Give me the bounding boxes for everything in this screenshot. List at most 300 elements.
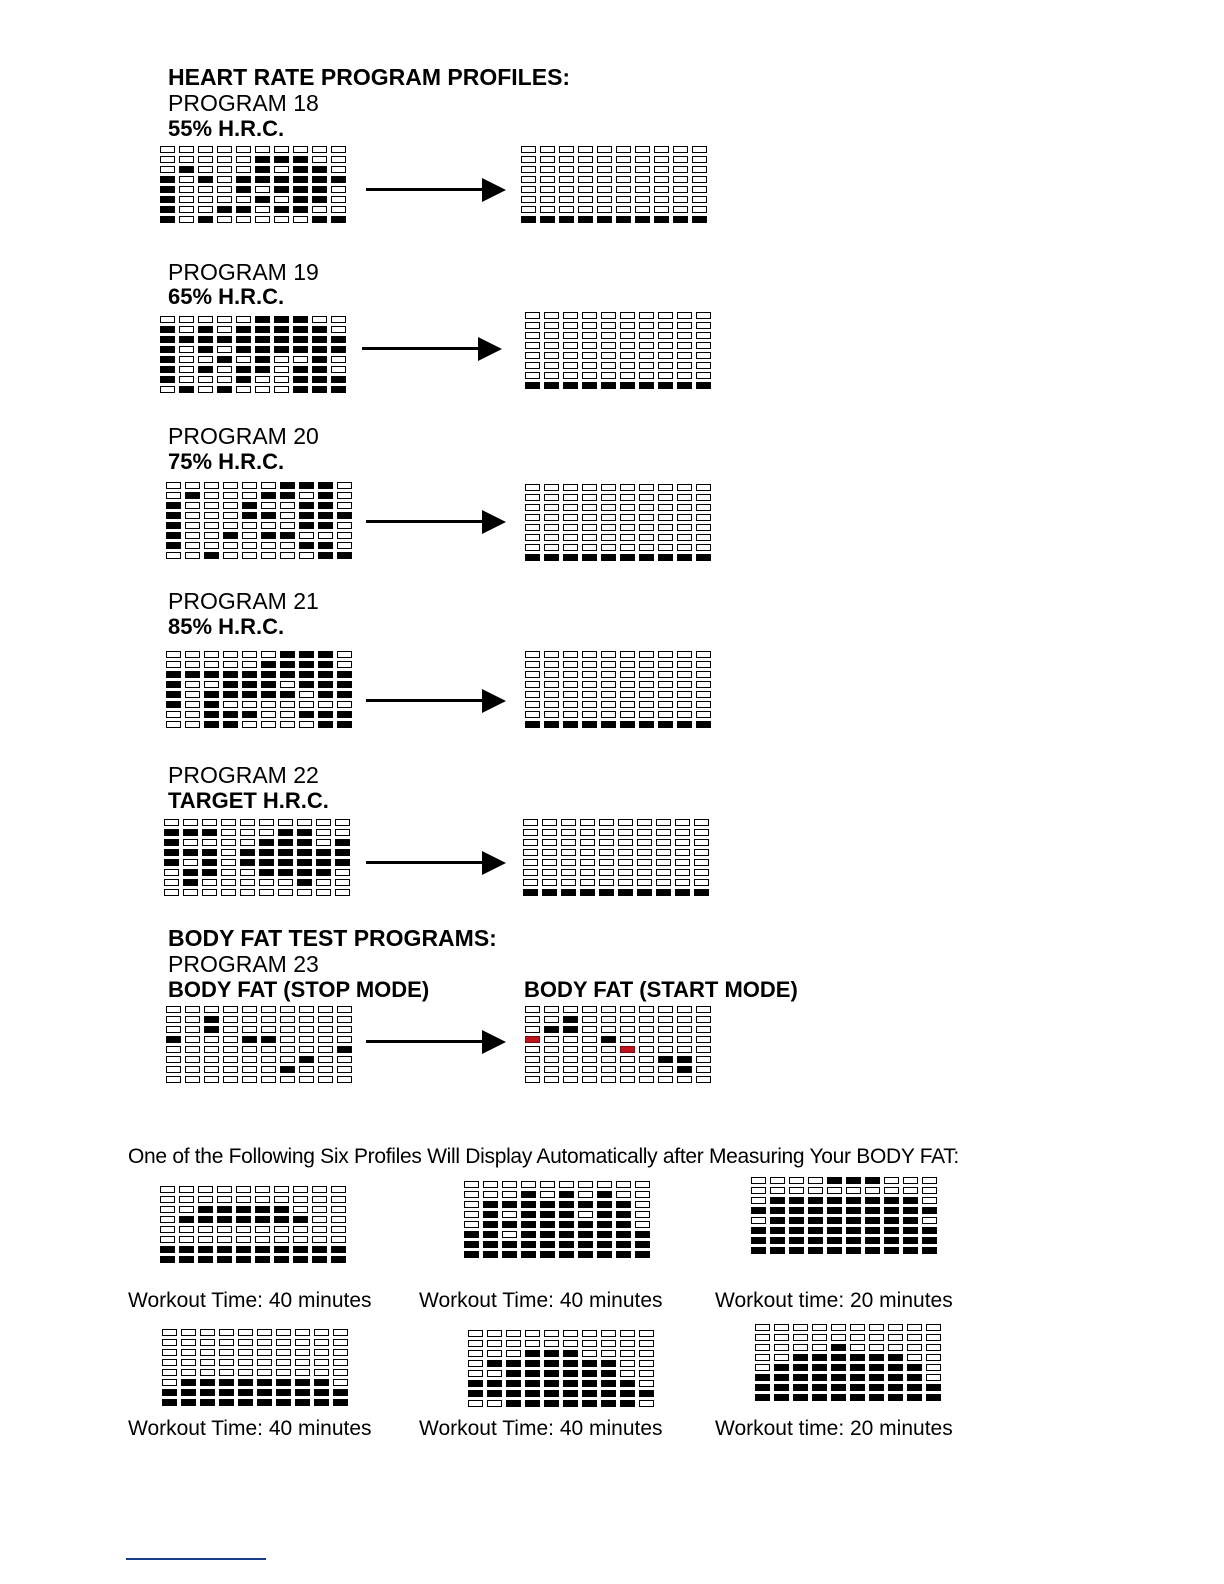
led-segment [696,1026,711,1033]
led-segment [696,504,711,511]
led-segment [198,186,213,193]
led-segment [789,1177,804,1184]
led-segment [312,366,327,373]
led-segment [166,1006,181,1013]
led-segment [525,681,540,688]
led-segment [620,484,635,491]
led-segment [620,382,635,389]
led-segment [160,1196,175,1203]
led-segment [580,849,595,856]
led-segment [166,1026,181,1033]
led-segment [318,1066,333,1073]
led-segment [580,839,595,846]
led-segment [297,879,312,886]
led-segment [793,1354,808,1361]
led-segment [582,1076,597,1083]
led-segment [297,839,312,846]
led-segment [677,352,692,359]
led-segment [559,186,574,193]
led-segment [770,1247,785,1254]
led-segment [582,372,597,379]
led-segment [563,661,578,668]
led-segment [217,1256,232,1263]
led-segment [774,1374,789,1381]
led-segment [850,1394,865,1401]
led-segment [331,1236,346,1243]
led-segment [295,1339,310,1346]
led-segment [601,1350,616,1357]
led-segment [179,1236,194,1243]
led-segment [236,186,251,193]
led-segment [888,1384,903,1391]
led-segment [559,1231,574,1238]
led-segment [597,1211,612,1218]
led-segment [166,681,181,688]
led-segment [639,494,654,501]
led-segment [162,1339,177,1346]
led-segment [523,869,538,876]
led-segment [616,146,631,153]
led-segment [217,386,232,393]
led-segment [183,869,198,876]
led-segment [673,216,688,223]
profile-grid-6 [755,1324,941,1401]
led-segment [293,316,308,323]
led-segment [654,196,669,203]
led-segment [217,316,232,323]
led-segment [597,206,612,213]
led-segment [582,544,597,551]
led-segment [599,859,614,866]
led-segment [639,701,654,708]
led-segment [563,721,578,728]
led-segment [337,721,352,728]
led-segment [274,1206,289,1213]
led-segment [255,206,270,213]
led-segment [523,889,538,896]
led-segment [276,1399,291,1406]
led-segment [616,156,631,163]
led-segment [620,322,635,329]
led-segment [869,1384,884,1391]
led-segment [639,504,654,511]
heading-heart-rate: HEART RATE PROGRAM PROFILES: [168,64,571,90]
led-segment [692,156,707,163]
led-segment [525,312,540,319]
led-segment [597,1221,612,1228]
led-segment [654,156,669,163]
led-segment [751,1177,766,1184]
led-segment [204,1026,219,1033]
led-segment [257,1349,272,1356]
led-segment [295,1399,310,1406]
led-segment [314,1389,329,1396]
led-segment [299,651,314,658]
led-segment [884,1177,899,1184]
led-segment [331,386,346,393]
led-segment [331,1256,346,1263]
led-segment [597,156,612,163]
led-segment [274,1246,289,1253]
led-segment [563,1026,578,1033]
led-segment [160,1246,175,1253]
led-segment [261,671,276,678]
led-segment [582,322,597,329]
led-segment [312,156,327,163]
led-segment [223,1006,238,1013]
led-segment [257,1399,272,1406]
led-segment [274,336,289,343]
led-segment [525,534,540,541]
led-segment [582,1006,597,1013]
led-segment [808,1237,823,1244]
led-segment [656,829,671,836]
led-segment [869,1374,884,1381]
led-segment [242,661,257,668]
led-segment [337,661,352,668]
led-segment [865,1227,880,1234]
led-segment [185,512,200,519]
led-segment [166,711,181,718]
led-segment [204,711,219,718]
led-segment [597,1241,612,1248]
led-segment [261,522,276,529]
led-segment [314,1359,329,1366]
program-21-start-grid [166,651,352,728]
led-segment [293,1236,308,1243]
led-segment [274,146,289,153]
led-segment [620,1380,635,1387]
led-segment [200,1399,215,1406]
led-segment [658,1066,673,1073]
led-segment [236,1196,251,1203]
led-segment [204,1056,219,1063]
led-segment [696,494,711,501]
led-segment [850,1324,865,1331]
led-segment [639,534,654,541]
led-segment [521,166,536,173]
led-segment [185,1026,200,1033]
led-segment [278,829,293,836]
led-segment [620,332,635,339]
led-segment [236,356,251,363]
led-segment [468,1390,483,1397]
led-segment [276,1349,291,1356]
led-segment [812,1364,827,1371]
led-segment [525,382,540,389]
led-segment [293,326,308,333]
led-segment [850,1384,865,1391]
led-segment [582,1390,597,1397]
led-segment [217,1236,232,1243]
led-segment [694,889,709,896]
led-segment [620,1360,635,1367]
led-segment [217,176,232,183]
led-segment [789,1237,804,1244]
led-segment [276,1329,291,1336]
led-segment [183,829,198,836]
led-segment [677,322,692,329]
led-segment [316,869,331,876]
led-segment [183,859,198,866]
led-segment [812,1334,827,1341]
led-segment [217,196,232,203]
led-segment [620,524,635,531]
led-segment [637,819,652,826]
led-segment [221,839,236,846]
led-segment [789,1187,804,1194]
led-segment [696,1076,711,1083]
led-segment [808,1177,823,1184]
led-segment [166,1076,181,1083]
led-segment [468,1360,483,1367]
led-segment [293,1186,308,1193]
led-segment [293,1246,308,1253]
led-segment [542,849,557,856]
led-segment [639,681,654,688]
led-segment [618,849,633,856]
led-segment [559,146,574,153]
led-segment [793,1364,808,1371]
led-segment [922,1217,937,1224]
led-segment [677,1076,692,1083]
led-segment [337,1076,352,1083]
led-segment [694,829,709,836]
led-segment [483,1191,498,1198]
body-fat-start-label: BODY FAT (START MODE) [524,977,798,1002]
led-segment [236,1186,251,1193]
led-segment [295,1329,310,1336]
led-segment [639,671,654,678]
led-segment [166,552,181,559]
led-segment [318,532,333,539]
led-segment [468,1350,483,1357]
led-segment [677,534,692,541]
led-segment [812,1324,827,1331]
led-segment [318,701,333,708]
led-segment [238,1389,253,1396]
led-segment [198,156,213,163]
led-segment [525,524,540,531]
led-segment [639,372,654,379]
led-segment [293,196,308,203]
led-segment [295,1379,310,1386]
led-segment [903,1207,918,1214]
led-segment [295,1369,310,1376]
led-segment [578,156,593,163]
led-segment [525,1340,540,1347]
led-segment [542,819,557,826]
led-segment [221,819,236,826]
led-segment [601,1360,616,1367]
led-segment [331,366,346,373]
led-segment [331,1226,346,1233]
led-segment [525,332,540,339]
led-segment [200,1349,215,1356]
led-segment [601,1066,616,1073]
led-segment [525,701,540,708]
led-segment [200,1369,215,1376]
led-segment [696,1006,711,1013]
led-segment [179,386,194,393]
led-segment [179,326,194,333]
led-segment [506,1350,521,1357]
led-segment [658,721,673,728]
led-segment [582,1350,597,1357]
led-segment [544,701,559,708]
led-segment [658,1026,673,1033]
led-segment [696,342,711,349]
led-segment [331,356,346,363]
led-segment [616,1191,631,1198]
led-segment [544,1036,559,1043]
led-segment [202,829,217,836]
led-segment [637,859,652,866]
led-segment [164,849,179,856]
led-segment [692,146,707,153]
led-segment [544,1390,559,1397]
led-segment [164,839,179,846]
led-segment [620,671,635,678]
led-segment [907,1374,922,1381]
led-segment [865,1177,880,1184]
led-segment [487,1380,502,1387]
led-segment [185,492,200,499]
led-segment [563,1036,578,1043]
led-segment [903,1177,918,1184]
led-segment [888,1344,903,1351]
led-segment [616,176,631,183]
led-segment [926,1384,941,1391]
led-segment [789,1207,804,1214]
led-segment [850,1364,865,1371]
led-segment [677,1066,692,1073]
led-segment [540,1201,555,1208]
led-segment [926,1344,941,1351]
led-segment [525,1066,540,1073]
led-segment [559,1181,574,1188]
led-segment [261,1026,276,1033]
led-segment [217,356,232,363]
led-segment [261,1006,276,1013]
led-segment [236,206,251,213]
led-segment [658,691,673,698]
led-segment [639,1016,654,1023]
led-segment [242,681,257,688]
led-segment [223,522,238,529]
led-segment [238,1329,253,1336]
arrow-icon [366,686,506,716]
led-segment [223,651,238,658]
led-segment [639,484,654,491]
led-segment [884,1207,899,1214]
led-segment [922,1237,937,1244]
led-segment [673,166,688,173]
led-segment [179,1226,194,1233]
led-segment [559,1251,574,1258]
led-segment [582,514,597,521]
led-segment [202,879,217,886]
led-segment [601,312,616,319]
led-segment [255,1246,270,1253]
led-segment [601,1036,616,1043]
led-segment [563,372,578,379]
led-segment [658,362,673,369]
led-segment [907,1364,922,1371]
led-segment [261,721,276,728]
led-segment [280,1066,295,1073]
led-segment [204,1046,219,1053]
program-22-end-grid [523,819,709,896]
led-segment [846,1177,861,1184]
led-segment [618,869,633,876]
led-segment [770,1197,785,1204]
led-segment [639,1026,654,1033]
led-segment [261,1046,276,1053]
led-segment [696,701,711,708]
led-segment [160,386,175,393]
led-segment [582,352,597,359]
led-segment [850,1334,865,1341]
led-segment [316,839,331,846]
led-segment [312,1236,327,1243]
led-segment [521,1181,536,1188]
led-segment [696,671,711,678]
led-segment [242,542,257,549]
led-segment [563,1006,578,1013]
led-segment [181,1329,196,1336]
led-segment [274,376,289,383]
led-segment [219,1339,234,1346]
led-segment [616,1221,631,1228]
led-segment [884,1227,899,1234]
led-segment [255,1256,270,1263]
led-segment [544,1380,559,1387]
led-segment [280,482,295,489]
led-segment [620,494,635,501]
led-segment [219,1379,234,1386]
led-segment [563,1390,578,1397]
led-segment [692,196,707,203]
led-segment [318,552,333,559]
led-segment [221,849,236,856]
led-segment [242,651,257,658]
led-segment [658,382,673,389]
led-segment [544,1330,559,1337]
led-segment [620,1046,635,1053]
led-segment [164,869,179,876]
led-segment [544,661,559,668]
led-segment [236,386,251,393]
led-segment [521,176,536,183]
led-segment [255,216,270,223]
led-segment [261,542,276,549]
led-segment [620,1076,635,1083]
led-segment [658,711,673,718]
led-segment [563,504,578,511]
led-segment [601,534,616,541]
led-segment [869,1324,884,1331]
led-segment [601,484,616,491]
led-segment [240,859,255,866]
led-segment [582,1360,597,1367]
led-segment [160,156,175,163]
led-segment [544,691,559,698]
led-segment [926,1364,941,1371]
led-segment [337,1056,352,1063]
led-segment [223,1066,238,1073]
led-segment [185,721,200,728]
